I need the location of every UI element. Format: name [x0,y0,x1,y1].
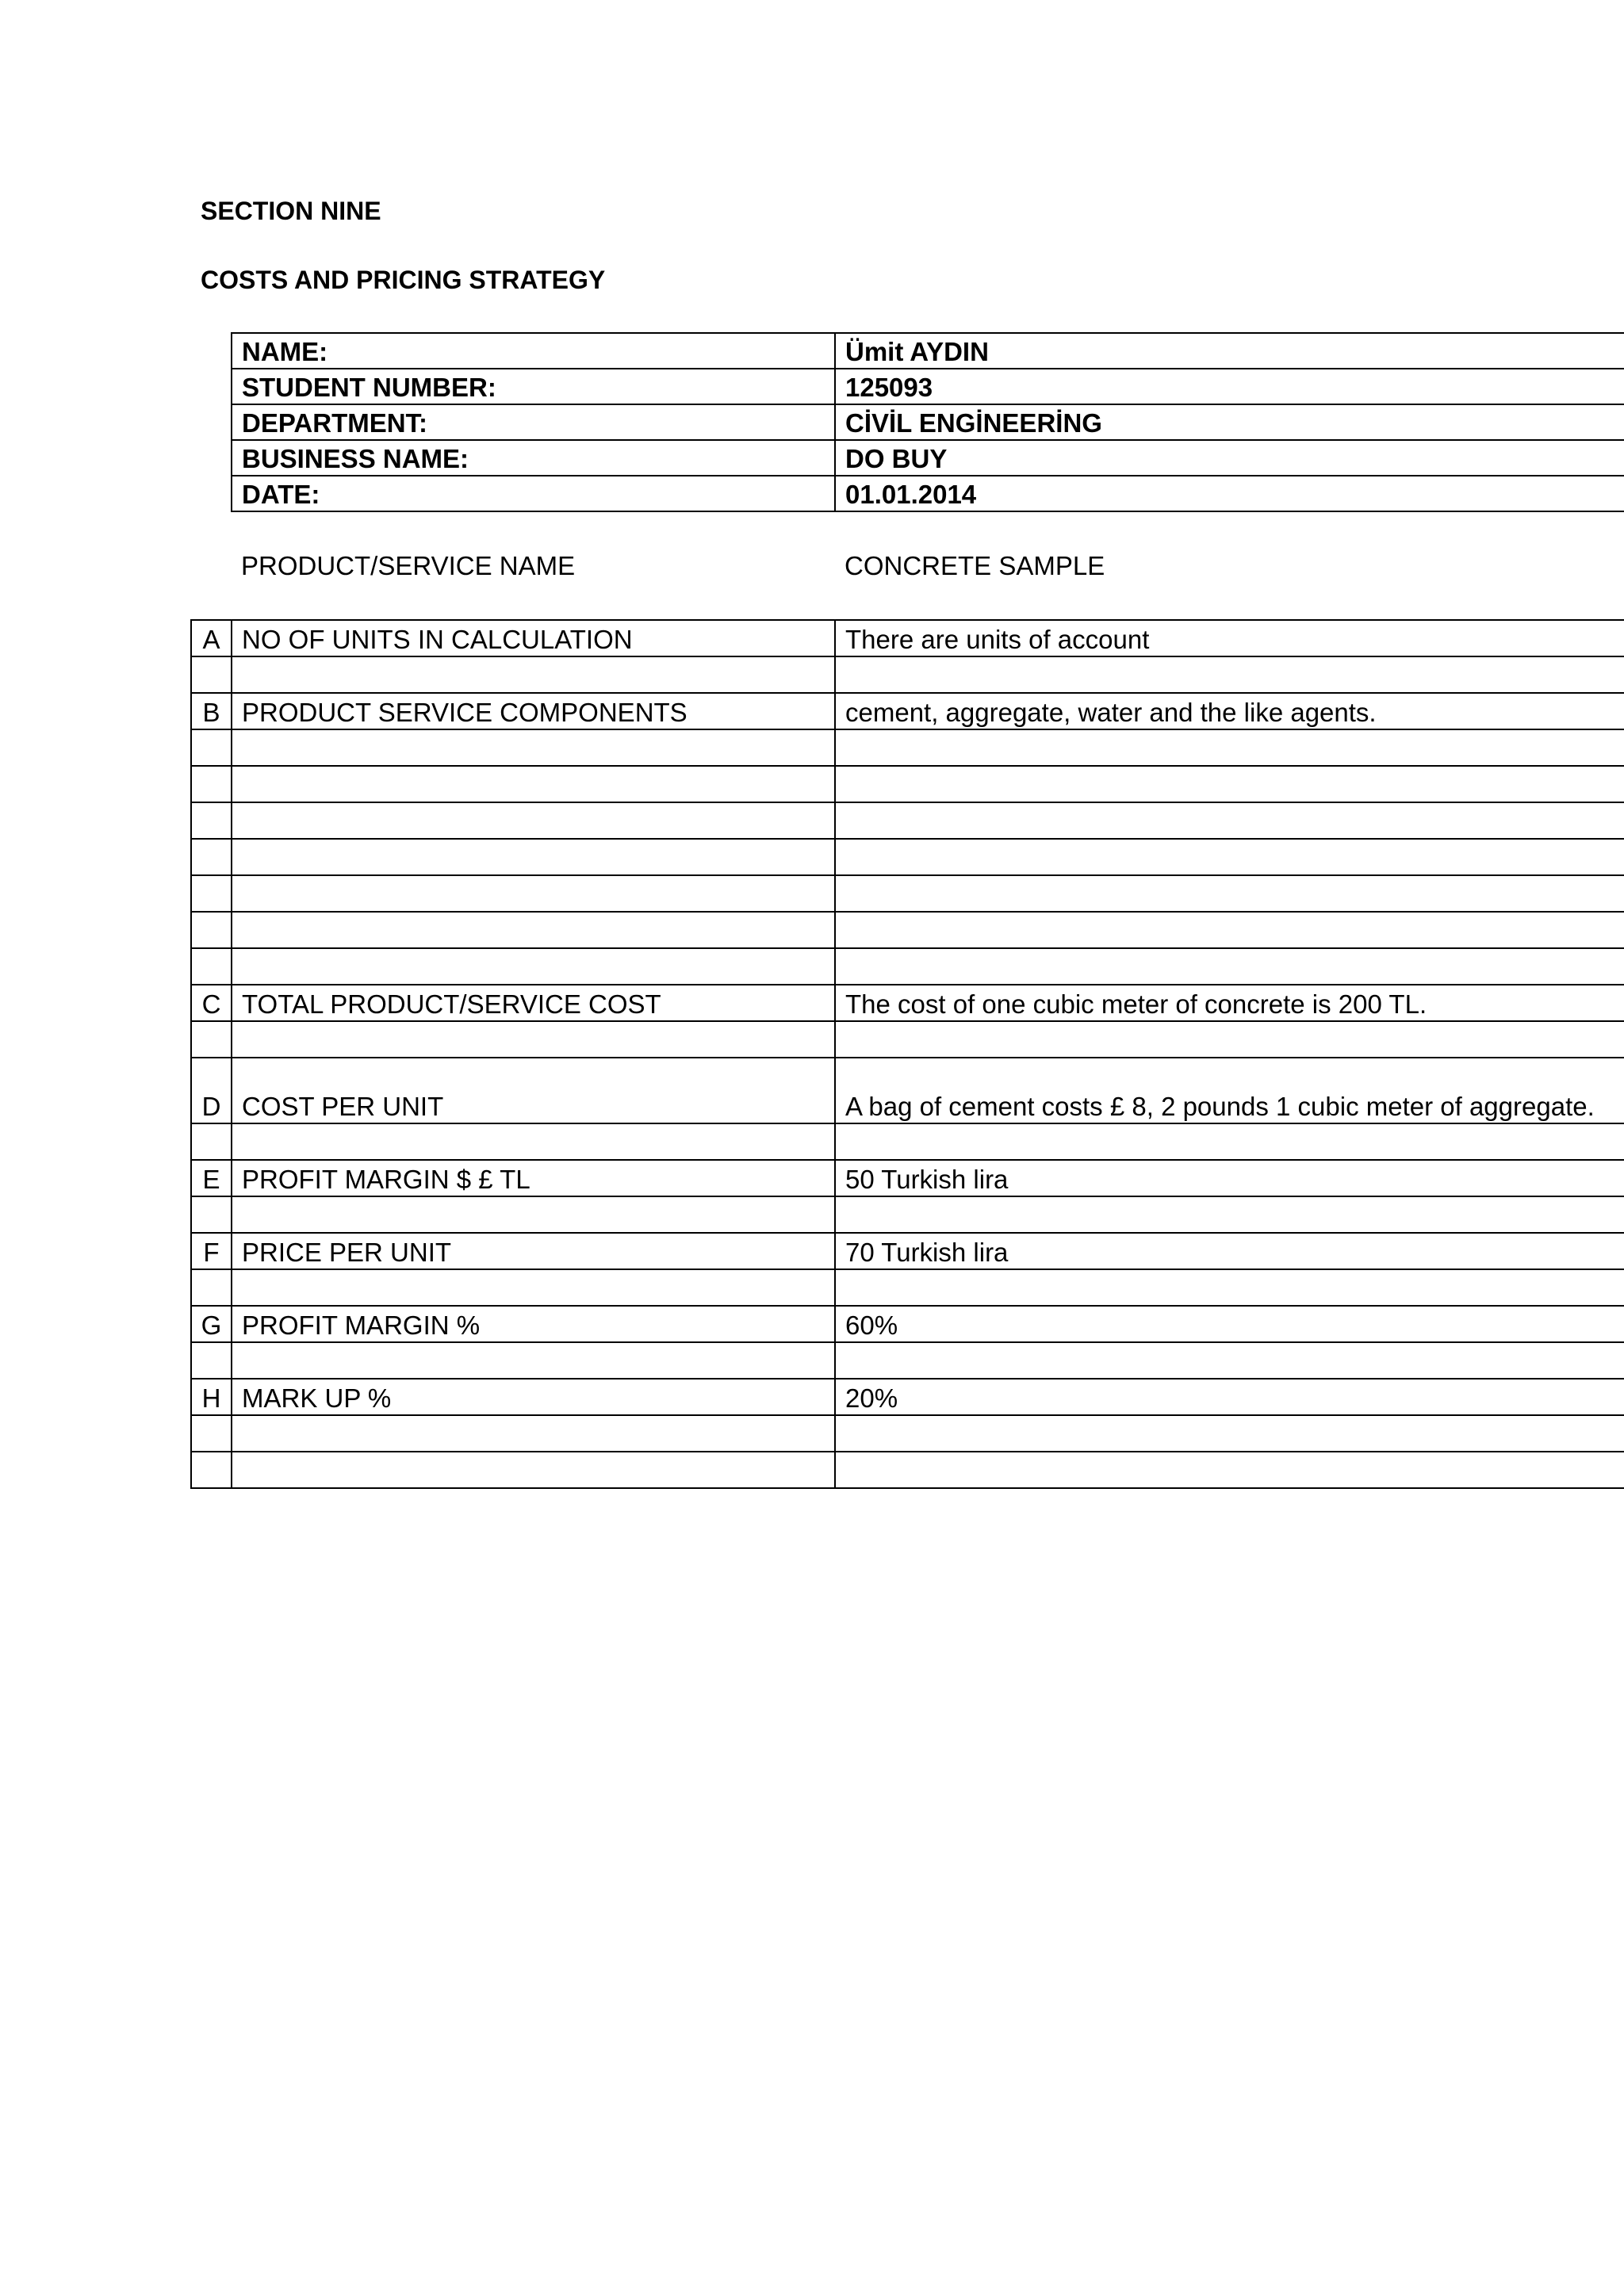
empty-cell [835,1123,1624,1160]
info-row-student-number [232,369,1624,404]
table-row [191,1058,1624,1123]
empty-cell [835,839,1624,875]
info-value: 125093 [835,369,1624,404]
empty-cell [191,766,232,802]
row-value: There are units of account [835,620,1624,656]
row-label: PRODUCT SERVICE COMPONENTS [232,693,835,729]
empty-cell [835,1021,1624,1058]
empty-row [191,839,1624,875]
table-row [191,1306,1624,1342]
page-subtitle: COSTS AND PRICING STRATEGY [201,266,606,294]
cost-pricing-table [190,619,1624,1489]
row-value: cement, aggregate, water and the like agents. [835,693,1624,729]
empty-row [191,656,1624,693]
info-label: DEPARTMENT: [232,404,835,440]
empty-cell [232,1021,835,1058]
info-value: DO BUY [835,440,1624,476]
info-value: 01.01.2014 [835,476,1624,511]
table-row [191,1379,1624,1415]
empty-cell [191,1342,232,1379]
row-value: 60% [835,1306,1624,1342]
table-row [191,693,1624,729]
info-row-name [232,333,1624,369]
empty-cell [232,1196,835,1233]
empty-cell [835,1269,1624,1306]
info-label: BUSINESS NAME: [232,440,835,476]
empty-cell [835,729,1624,766]
empty-cell [232,1269,835,1306]
table-row [191,620,1624,656]
row-value: 50 Turkish lira [835,1160,1624,1196]
empty-cell [191,729,232,766]
empty-cell [835,802,1624,839]
info-row-business-name [232,440,1624,476]
empty-row [191,912,1624,948]
section-title: SECTION NINE [201,197,381,225]
empty-cell [232,802,835,839]
empty-cell [835,1196,1624,1233]
table-row [191,1160,1624,1196]
empty-cell [835,1452,1624,1488]
row-label: NO OF UNITS IN CALCULATION [232,620,835,656]
empty-cell [191,802,232,839]
row-letter: H [191,1379,232,1415]
row-value: 70 Turkish lira [835,1233,1624,1269]
empty-row [191,948,1624,985]
info-row-date [232,476,1624,511]
empty-cell [191,839,232,875]
empty-cell [835,875,1624,912]
empty-cell [232,766,835,802]
empty-cell [191,875,232,912]
info-value: Ümit AYDIN [835,333,1624,369]
empty-cell [835,948,1624,985]
empty-cell [835,766,1624,802]
empty-cell [835,912,1624,948]
row-label: TOTAL PRODUCT/SERVICE COST [232,985,835,1021]
info-row-department [232,404,1624,440]
empty-cell [232,839,835,875]
empty-row [191,1021,1624,1058]
empty-row [191,875,1624,912]
empty-row [191,1342,1624,1379]
empty-row [191,1123,1624,1160]
row-label: COST PER UNIT [232,1058,835,1123]
empty-cell [232,1452,835,1488]
empty-cell [191,948,232,985]
table-row [191,1233,1624,1269]
empty-row [191,1269,1624,1306]
info-label: NAME: [232,333,835,369]
empty-cell [232,656,835,693]
row-label: PROFIT MARGIN % [232,1306,835,1342]
empty-cell [232,912,835,948]
empty-cell [191,1123,232,1160]
empty-row [191,802,1624,839]
row-letter: D [191,1058,232,1123]
empty-cell [191,1269,232,1306]
empty-cell [232,729,835,766]
row-label: PRICE PER UNIT [232,1233,835,1269]
student-info-table [231,332,1624,512]
row-value: 20% [835,1379,1624,1415]
empty-cell [191,1415,232,1452]
empty-cell [191,1196,232,1233]
empty-row [191,1452,1624,1488]
info-value: CİVİL ENGİNEERİNG [835,404,1624,440]
row-label: MARK UP % [232,1379,835,1415]
row-letter: E [191,1160,232,1196]
row-letter: C [191,985,232,1021]
empty-row [191,766,1624,802]
empty-row [191,1196,1624,1233]
empty-cell [835,1415,1624,1452]
row-value: The cost of one cubic meter of concrete is 200 TL. [835,985,1624,1021]
empty-cell [232,1415,835,1452]
info-label: DATE: [232,476,835,511]
empty-cell [191,656,232,693]
row-letter: A [191,620,232,656]
row-letter: B [191,693,232,729]
row-label: PROFIT MARGIN $ £ TL [232,1160,835,1196]
empty-cell [191,1021,232,1058]
empty-cell [191,1452,232,1488]
table-row [191,985,1624,1021]
product-name-value: CONCRETE SAMPLE [845,551,1105,580]
empty-cell [232,948,835,985]
product-name-label: PRODUCT/SERVICE NAME [241,551,576,580]
empty-cell [191,912,232,948]
empty-cell [232,875,835,912]
row-letter: F [191,1233,232,1269]
row-letter: G [191,1306,232,1342]
empty-row [191,1415,1624,1452]
empty-cell [835,1342,1624,1379]
info-label: STUDENT NUMBER: [232,369,835,404]
empty-row [191,729,1624,766]
empty-cell [835,656,1624,693]
empty-cell [232,1342,835,1379]
empty-cell [232,1123,835,1160]
row-value: A bag of cement costs £ 8, 2 pounds 1 cubic meter of aggregate. [835,1058,1624,1123]
